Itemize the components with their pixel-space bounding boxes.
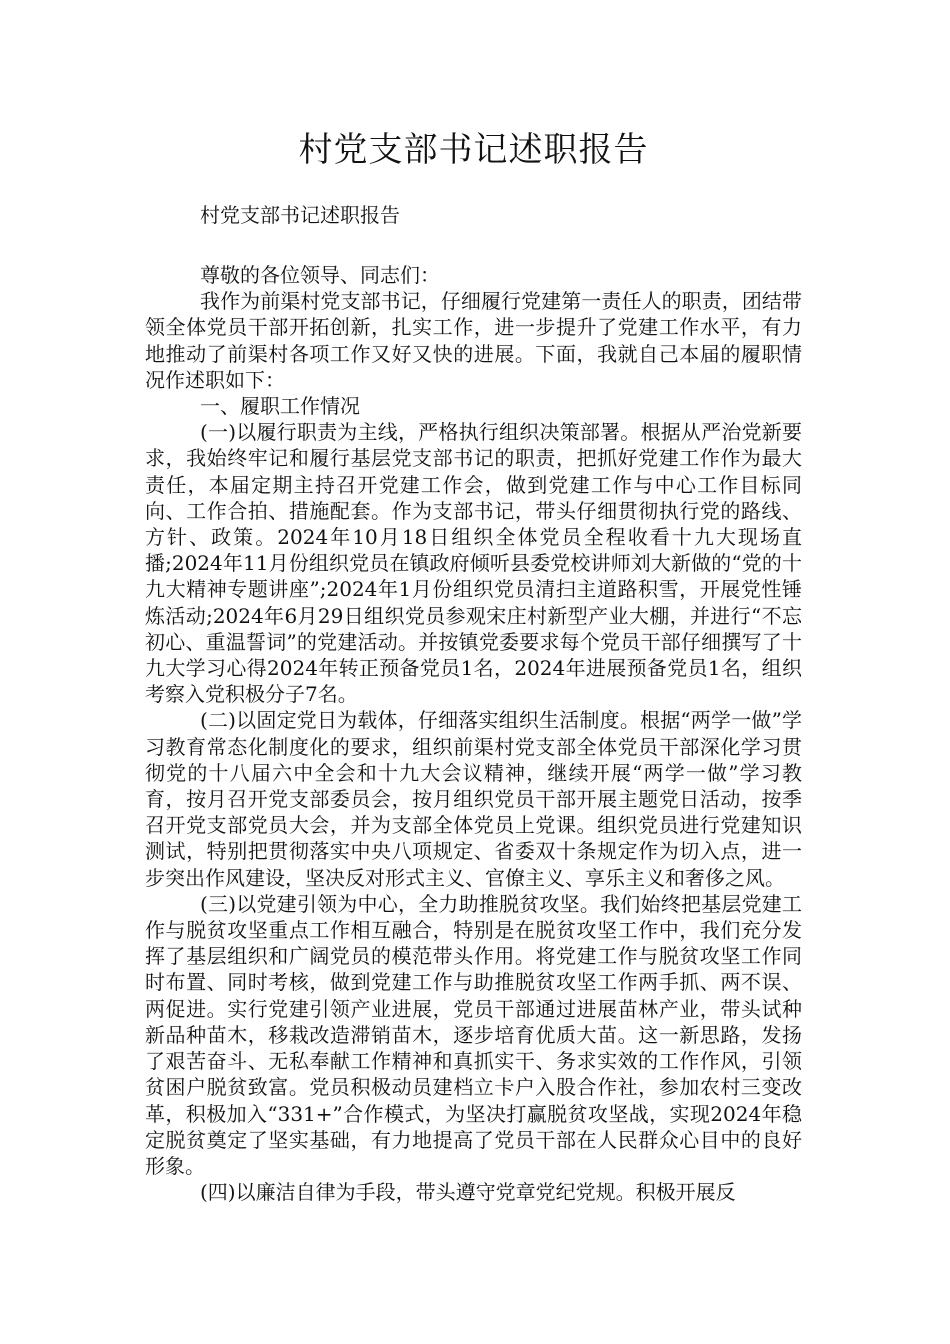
greeting: 尊敬的各位领导、同志们： <box>200 263 440 287</box>
document-title: 村党支部书记述职报告 <box>298 130 649 170</box>
section-heading: 一、履职工作情况 <box>200 394 360 419</box>
paragraph-2: (二)以固定党日为载体，仔细落实组织生活制度。根据“两学一做”学习教育常态化制度化的要求，组织前渠村党支部全体党员干部深化学习贯彻党的十八届六中全会和十九大会议精神，继续开展“两学一做”学习教育，按月召开党支部委员会，按月组织党员干部开展主题党日活动，按季召开党支部党员大会，并为支部全体党员上党课。组织党员进行党建知识测试，特别把贯彻落实中央八项规定、省委双十条规定作为切入点，进一步突出作风建设，坚决反对形式主义、官僚主义、享乐主义和奢侈之风。 <box>145 708 802 890</box>
paragraph-1: (一)以履行职责为主线，严格执行组织决策部署。根据从严治党新要求，我始终牢记和履行基层党支部书记的职责，把抓好党建工作作为最大责任，本届定期主持召开党建工作会，做到党建工作与中心工作目标同向、工作合拍、措施配套。作为支部书记，带头仔细贯彻执行党的路线、方针、政策。2024年10月18日组织全体党员全程收看十九大现场直播;2024年11月份组织党员在镇政府倾听县委党校讲师刘大新做的“党的十九大精神专题讲座”;2024年1月份组织党员清扫主道路积雪，开展党性锤炼活动;2024年6月29日组织党员参观宋庄村新型产业大棚，并进行“不忘初心、重温誓词”的党建活动。并按镇党委要求每个党员干部仔细撰写了十九大学习心得2024年转正预备党员1名，2024年进展预备党员1名，组织考察入党积极分子7名。 <box>145 420 802 707</box>
paragraph-3: (三)以党建引领为中心，全力助推脱贫攻坚。我们始终把基层党建工作与脱贫攻坚重点工作相互融合，特别是在脱贫攻坚工作中，我们充分发挥了基层组织和广阔党员的模范带头作用。将党建工作与脱贫攻坚工作同时布置、同时考核，做到党建工作与助推脱贫攻坚工作两手抓、两不误、两促进。实行党建引领产业进展，党员干部通过进展苗林产业，带头试种新品种苗木，移栽改造滞销苗木，逐步培育优质大苗。这一新思路，发扬了艰苦奋斗、无私奉献工作精神和真抓实干、务求实效的工作作风，引领贫困户脱贫致富。党员积极动员建档立卡户入股合作社，参加农村三变改革，积极加入“331+”合作模式，为坚决打赢脱贫攻坚战，实现2024年稳定脱贫奠定了坚实基础，有力地提高了党员干部在人民群众心目中的良好形象。 <box>145 891 802 1178</box>
paragraph-intro: 我作为前渠村党支部书记，仔细履行党建第一责任人的职责，团结带领全体党员干部开拓创新，扎实工作，进一步提升了党建工作水平，有力地推动了前渠村各项工作又好又快的进展。下面，我就自己本届的履职情况作述职如下： <box>145 289 802 392</box>
paragraph-4: (四)以廉洁自律为手段，带头遵守党章党纪党规。积极开展反 <box>200 1180 736 1205</box>
document-subtitle: 村党支部书记述职报告 <box>200 203 400 227</box>
